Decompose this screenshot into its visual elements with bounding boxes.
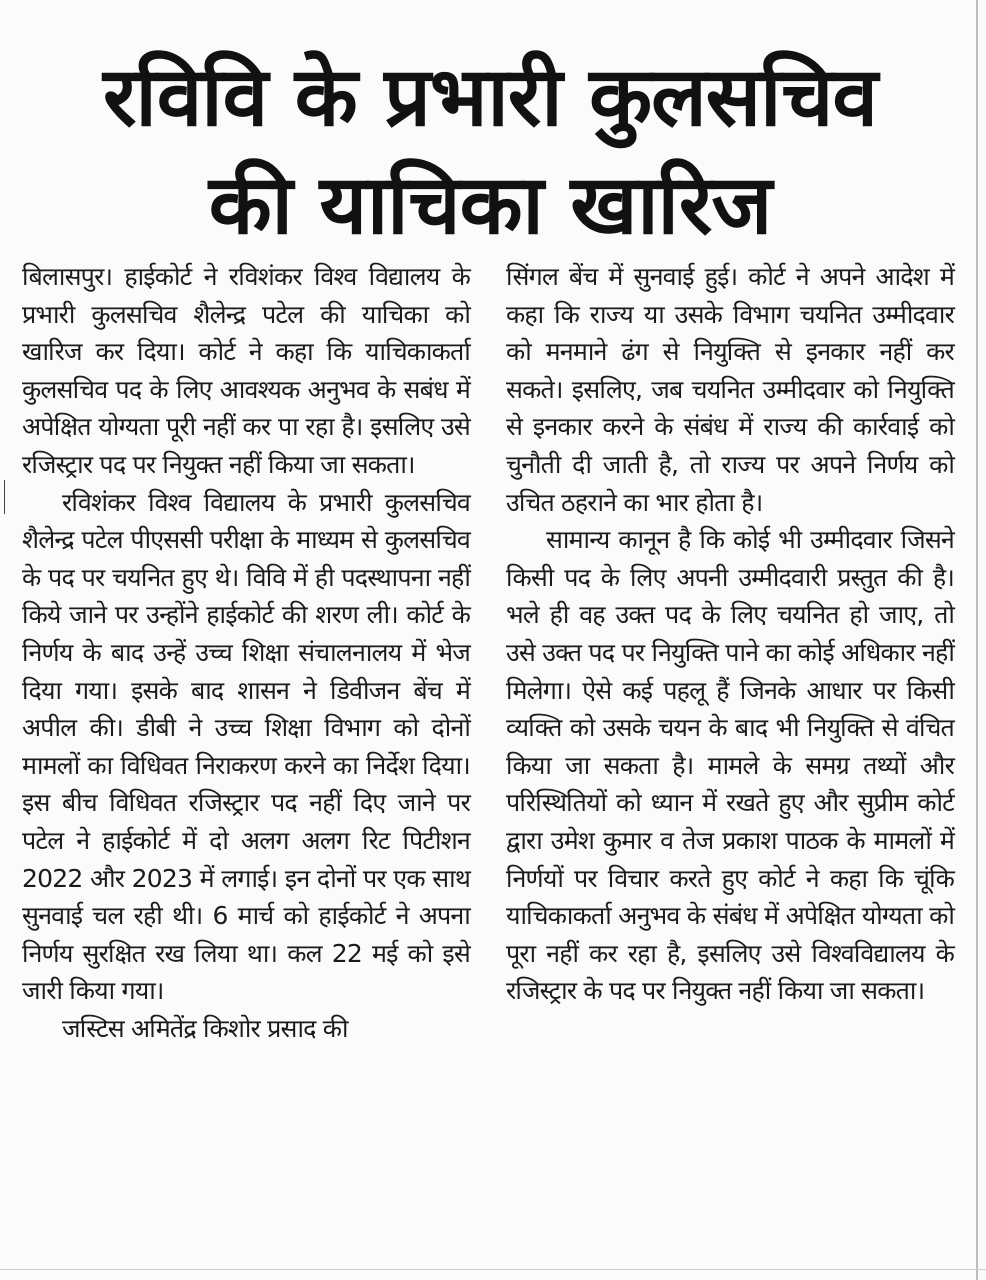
headline-line-1: रविवि के प्रभारी कुलसचिव <box>102 50 878 145</box>
paragraph-dateline: बिलासपुर। हाईकोर्ट ने रविशंकर विश्व विद्यालय के प्रभारी कुलसचिव शैलेन्द्र पटेल की याचिका को खारिज कर दिया। कोर्ट ने कहा कि याचिकाकर्ता कुलसचिव पद के लिए आवश्यक अनुभव के सबंध में अपेक्षित योग्यता पूरी नहीं कर पा रहा है। इसलिए उसे रजिस्ट्रार पद पर नियुक्त नहीं किया जा सकता। <box>22 262 470 479</box>
margin-tick-mark <box>4 480 5 514</box>
article-column-left <box>22 258 470 1047</box>
paragraph-conclusion: सामान्य कानून है कि कोई भी उम्मीदवार जिसने किसी पद के लिए अपनी उम्मीदवारी प्रस्तुत की है। भले ही वह उक्त पद के लिए चयनित हो जाए, तो उसे उक्त पद पर नियुक्ति पाने का कोई अधिकार नहीं मिलेगा। ऐसे कई पहलू हैं जिनके आधार पर किसी व्यक्ति को उसके चयन के बाद भी नियुक्ति से वंचित किया जा सकता है। मामले के समग्र तथ्यों और परिस्थितियों को ध्यान में रखते हुए और सुप्रीम कोर्ट द्वारा उमेश कुमार व तेज प्रकाश पाठक के मामलों में निर्णयों पर विचार करते हुए कोर्ट ने कहा कि चूंकि याचिकाकर्ता अनुभव के संबंध में अपेक्षित योग्यता को पूरा नहीं कर रहा है, इसलिए उसे विश्वविद्यालय के रजिस्ट्रार के पद पर नियुक्त नहीं किया जा सकता। <box>506 525 954 1006</box>
paragraph-bench-start: जस्टिस अमितेंद्र किशोर प्रसाद की <box>62 1013 348 1043</box>
clipping-edge-bottom <box>0 1269 986 1270</box>
column-rule-right <box>976 0 978 1280</box>
article-column-right <box>506 258 954 1010</box>
article-headline <box>20 44 960 260</box>
paragraph-background: रविशंकर विश्व विद्यालय के प्रभारी कुलसचिव शैलेन्द्र पटेल पीएससी परीक्षा के माध्यम से कुलसचिव के पद पर चयनित हुए थे। विवि में ही पदस्थापना नहीं किये जाने पर उन्होंने हाईकोर्ट की शरण ली। कोर्ट के निर्णय के बाद उन्हें उच्च शिक्षा संचालनालय में भेज दिया गया। इसके बाद शासन ने डिवीजन बेंच में अपील की। डीबी ने उच्च शिक्षा विभाग को दोनों मामलों का विधिवत निराकरण करने का निर्देश दिया। इस बीच विधिवत रजिस्ट्रार पद नहीं दिए जाने पर पटेल ने हाईकोर्ट में दो अलग अलग रिट पिटीशन 2022 और 2023 में लगाई। इन दोनों पर एक साथ सुनवाई चल रही थी। 6 मार्च को हाईकोर्ट ने अपना निर्णय सुरक्षित रख लिया था। कल 22 मई को इसे जारी किया गया। <box>22 487 470 1006</box>
paragraph-bench-order: सिंगल बेंच में सुनवाई हुई। कोर्ट ने अपने आदेश में कहा कि राज्य या उसके विभाग चयनित उम्मीदवार को मनमाने ढंग से नियुक्ति से इनकार नहीं कर सकते। इसलिए, जब चयनित उम्मीदवार को नियुक्ति से इनकार करने के संबंध में राज्य की कार्रवाई को चुनौती दी जाती है, तो राज्य पर अपने निर्णय को उचित ठहराने का भार होता है। <box>506 262 954 517</box>
headline-line-2: की याचिका खारिज <box>208 158 772 253</box>
